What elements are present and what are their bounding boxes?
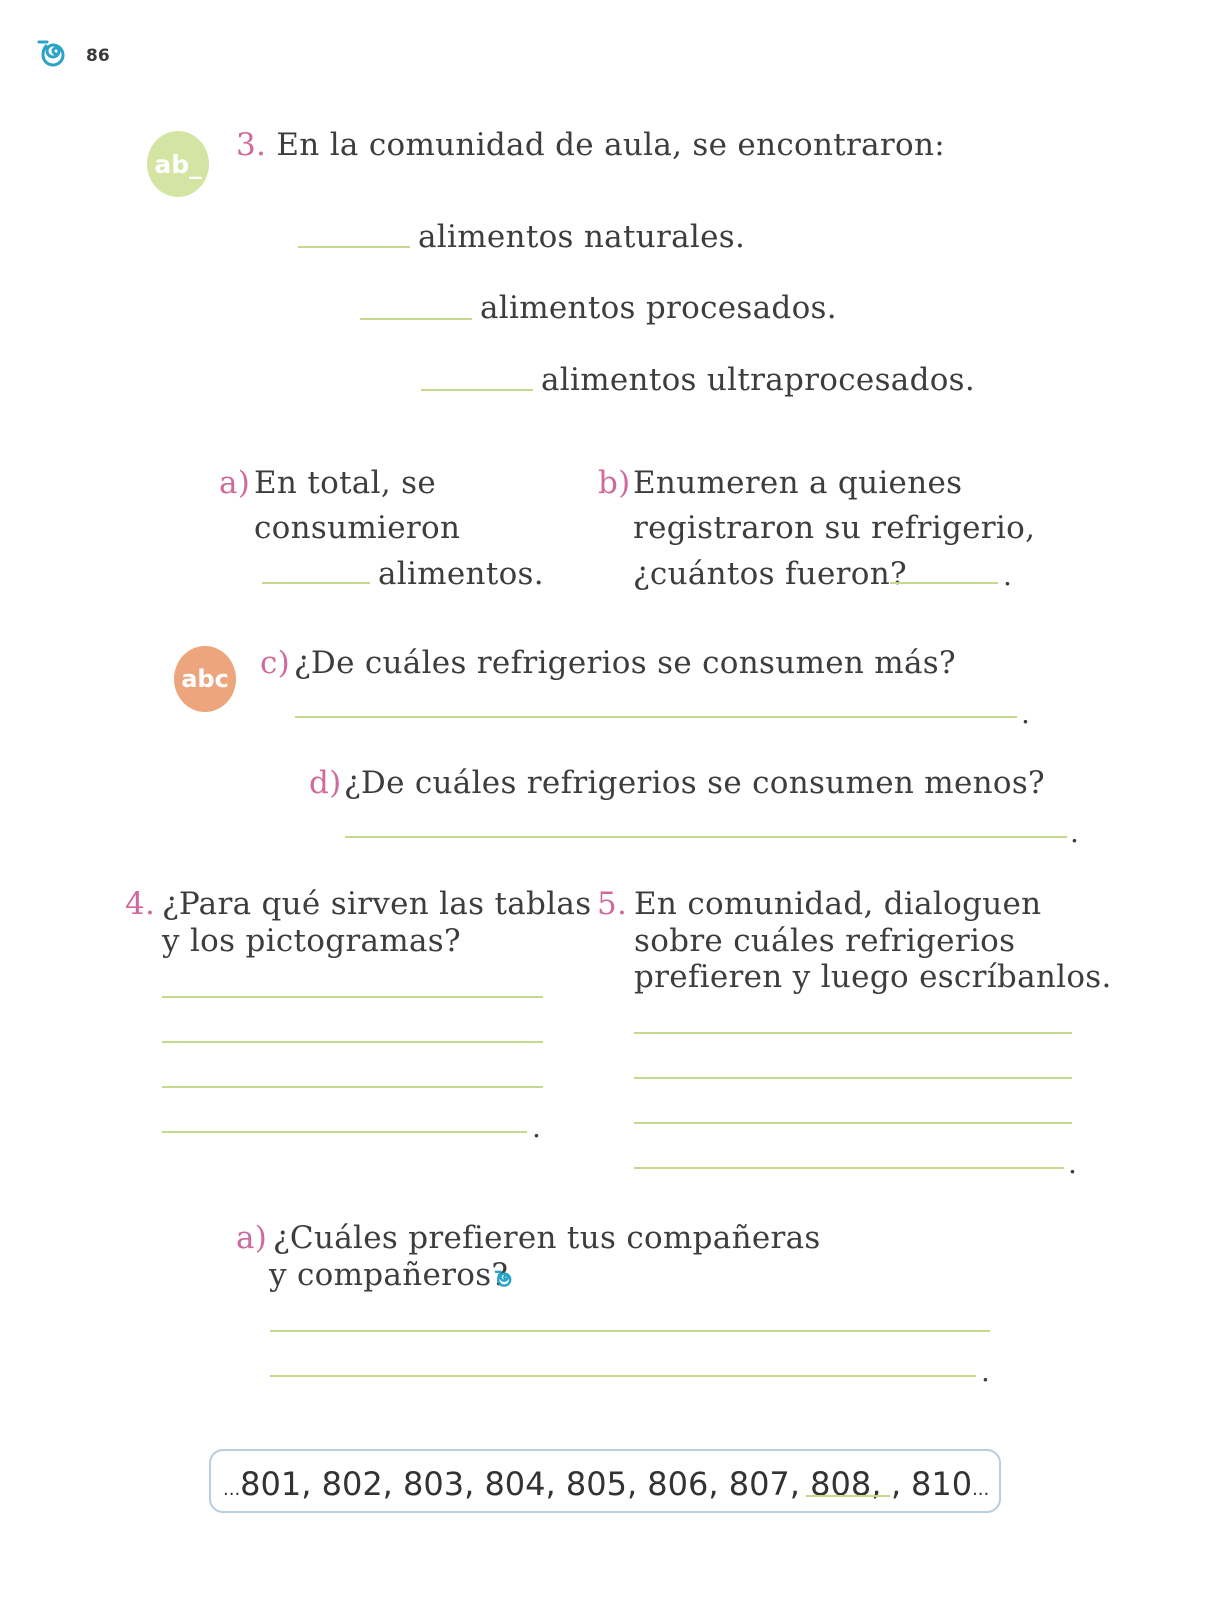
item-natural: alimentos naturales. [418, 219, 746, 255]
answer-line-q4-3[interactable] [162, 1086, 543, 1088]
ab-badge-label: ab_ [154, 149, 202, 179]
question-5-line1: En comunidad, dialoguen [634, 886, 1042, 922]
end-period: . [981, 1355, 991, 1388]
subquestion-3c-question: ¿De cuáles refrigerios se consumen más? [294, 645, 956, 681]
question-5-line3: prefieren y luego escríbanlos. [634, 959, 1112, 995]
answer-line-q5-4[interactable] [634, 1167, 1064, 1169]
subquestion-letter: d) [309, 765, 342, 801]
sequence-text [223, 1465, 881, 1503]
ab-writing-badge [147, 131, 209, 197]
answer-line-sequence[interactable] [806, 1495, 890, 1497]
subquestion-5a-line2 [269, 1257, 509, 1293]
question-number: 4. [125, 886, 156, 922]
abc-reading-badge [174, 646, 236, 712]
answer-line-q4-2[interactable] [162, 1041, 543, 1043]
sequence-suffix: ... [972, 1479, 990, 1500]
subquestion-3b-line3: ¿cuántos fueron? [633, 556, 907, 592]
subquestion-letter: a) [219, 465, 251, 501]
spiral-icon [494, 1268, 518, 1290]
question-number: 5. [597, 886, 628, 922]
page-number: 86 [86, 46, 110, 66]
answer-line-ultraprocessed[interactable] [421, 389, 533, 391]
answer-line-q4-4[interactable] [162, 1131, 527, 1133]
answer-line-natural[interactable] [298, 246, 410, 248]
sequence-prefix: ... [223, 1479, 241, 1500]
answer-line-q5-3[interactable] [634, 1122, 1072, 1124]
sequence-comma: , [891, 1465, 902, 1503]
subquestion-5a-line1: ¿Cuáles prefieren tus compañeras [273, 1220, 821, 1256]
subquestion-letter: a) [236, 1220, 268, 1256]
subquestion-letter: b) [598, 465, 631, 501]
item-processed: alimentos procesados. [480, 290, 837, 326]
spiral-icon [36, 36, 76, 72]
abc-badge-label: abc [181, 665, 229, 693]
sequence-last: 810 [911, 1465, 973, 1503]
question-3 [236, 127, 945, 163]
answer-line-q5a-2[interactable] [270, 1375, 976, 1377]
answer-line-q5-2[interactable] [634, 1077, 1072, 1079]
answer-line-count[interactable] [890, 582, 998, 584]
item-ultraprocessed: alimentos ultraprocesados. [541, 362, 976, 398]
subquestion-letter: c) [260, 645, 291, 681]
sequence-end [911, 1465, 989, 1503]
end-period: . [1068, 1147, 1078, 1180]
subquestion-5a-line2-text: y compañeros? [269, 1257, 509, 1293]
end-period: . [1003, 559, 1013, 592]
answer-line-q5a-1[interactable] [270, 1330, 990, 1332]
answer-line-processed[interactable] [360, 318, 472, 320]
answer-line-q4-1[interactable] [162, 996, 543, 998]
subquestion-3b-line1: Enumeren a quienes [633, 465, 963, 501]
question-4-line2: y los pictogramas? [162, 923, 461, 959]
subquestion-3a-line1: En total, se [254, 465, 436, 501]
question-prompt: En la comunidad de aula, se encontraron: [276, 127, 945, 163]
subquestion-3a-line2: consumieron [254, 510, 461, 546]
subquestion-3a-line3: alimentos. [378, 556, 544, 592]
question-number: 3. [236, 127, 267, 163]
page-header [36, 36, 126, 74]
subquestion-3b-line2: registraron su refrigerio, [633, 510, 1036, 546]
answer-line-total[interactable] [262, 582, 370, 584]
question-5-line2: sobre cuáles refrigerios [634, 923, 1016, 959]
answer-line-q5-1[interactable] [634, 1032, 1072, 1034]
sequence-numbers: 801, 802, 803, 804, 805, 806, 807, 808, [240, 1465, 882, 1503]
answer-line-most[interactable] [295, 716, 1017, 718]
number-sequence-box [209, 1449, 1001, 1513]
end-period: . [1070, 816, 1080, 849]
answer-line-least[interactable] [345, 836, 1067, 838]
end-period: . [1021, 697, 1031, 730]
question-4-line1: ¿Para qué sirven las tablas [162, 886, 592, 922]
end-period: . [532, 1111, 542, 1144]
subquestion-3d-question: ¿De cuáles refrigerios se consumen menos? [344, 765, 1045, 801]
